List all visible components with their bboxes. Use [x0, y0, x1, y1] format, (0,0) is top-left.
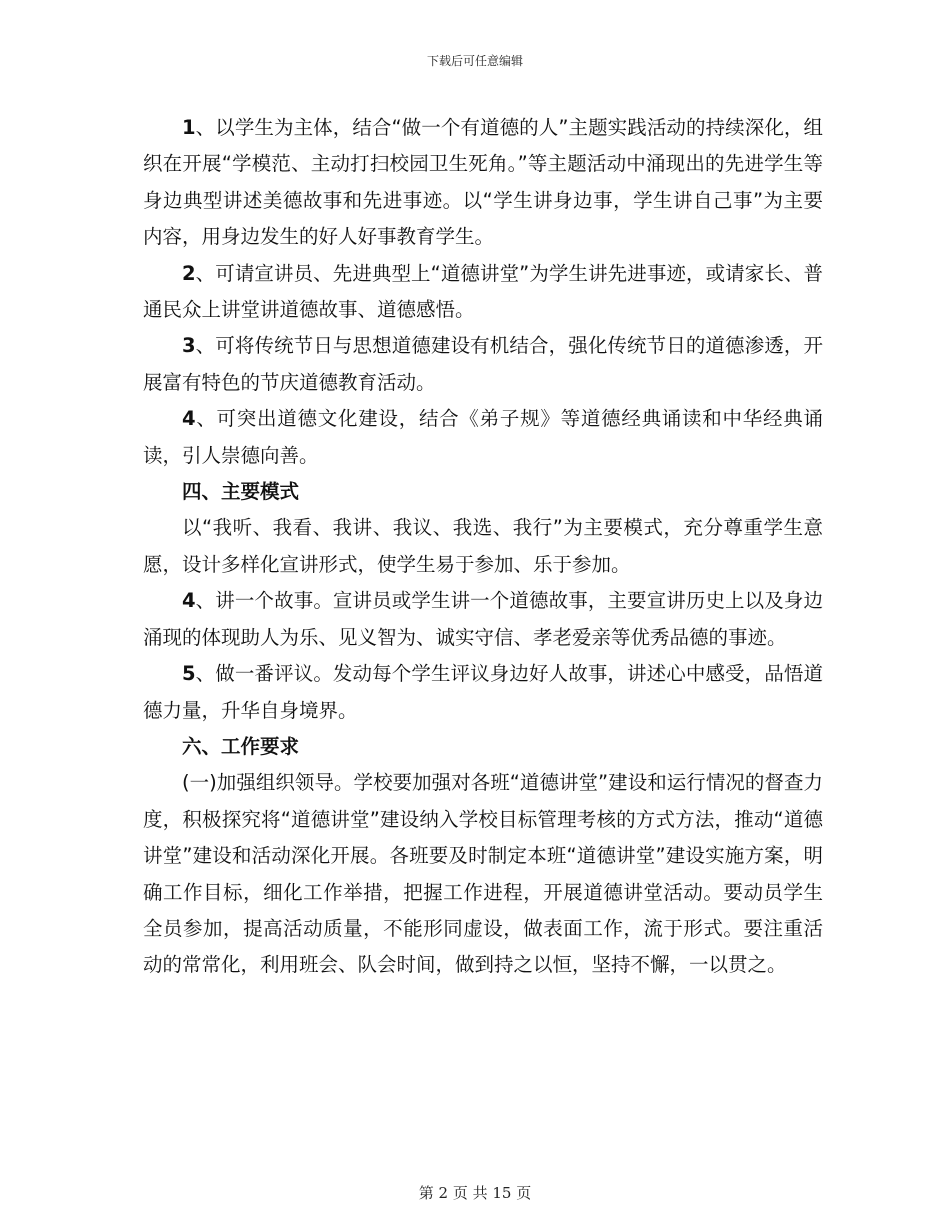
document-body: [143, 110, 823, 984]
page-footer: 第 2 页 共 15 页: [418, 1184, 532, 1202]
paragraph-text: 、可请宣讲员、先进典型上“道德讲堂”为学生讲先进事迹，或请家长、普通民众上讲堂讲道德故事、道德感悟。: [143, 261, 823, 322]
item-number: 3: [182, 334, 196, 358]
paragraph-3: [143, 328, 823, 401]
paragraph-text: 、可突出道德文化建设，结合《弟子规》等道德经典诵读和中华经典诵读，引人崇德向善。: [143, 407, 823, 467]
section-heading-main-modes: 四、主要模式: [182, 480, 300, 504]
paragraph-text: 、以学生为主体，结合“做一个有道德的人”主题实践活动的持续深化，组织在开展“学模范、主动打扫校园卫生死角。”等主题活动中涌现出的先进学生等身边典型讲述美德故事和先进事迹。以“学生讲身边事，学生讲自己事”为主要内容，用身边发生的好人好事教育学生。: [143, 116, 823, 249]
paragraph-text: 、可将传统节日与思想道德建设有机结合，强化传统节日的道德渗透，开展富有特色的节庆道德教育活动。: [143, 334, 823, 394]
paragraph-modes-intro: 以“我听、我看、我讲、我议、我选、我行”为主要模式，充分尊重学生意愿，设计多样化宣讲形式，使学生易于参加、乐于参加。: [143, 516, 823, 576]
paragraph-tell-story: [143, 583, 823, 656]
paragraph-text: 、做一番评议。发动每个学生评议身边好人故事，讲述心中感受，品悟道德力量，升华自身境界。: [143, 662, 823, 722]
page-header: 下载后可任意编辑: [426, 54, 523, 68]
item-number: 5: [182, 662, 196, 686]
paragraph-organization: (一)加强组织领导。学校要加强对各班“道德讲堂”建设和运行情况的督查力度，积极探究将“道德讲堂”建设纳入学校目标管理考核的方式方法，推动“道德讲堂”建设和活动深化开展。各班要及时制定本班“道德讲堂”建设实施方案，明确工作目标，细化工作举措，把握工作进程，开展道德讲堂活动。要动员学生全员参加，提高活动质量，不能形同虚设，做表面工作，流于形式。要注重活动的常常化，利用班会、队会时间，做到持之以恒，坚持不懈，一以贯之。: [143, 771, 823, 977]
item-number: 4: [182, 589, 196, 613]
paragraph-comment: [143, 656, 823, 729]
item-number: 2: [182, 261, 196, 285]
paragraph-2: [143, 256, 823, 329]
paragraph-text: 、讲一个故事。宣讲员或学生讲一个道德故事，主要宣讲历史上以及身边涌现的体现助人为乐、见义智为、诚实守信、孝老爱亲等优秀品德的事迹。: [143, 589, 823, 649]
paragraph-4: [143, 401, 823, 474]
item-number: 1: [182, 116, 196, 139]
section-heading-work-requirements: 六、工作要求: [182, 734, 300, 758]
item-number: 4: [182, 407, 196, 431]
paragraph-1: [143, 110, 823, 256]
